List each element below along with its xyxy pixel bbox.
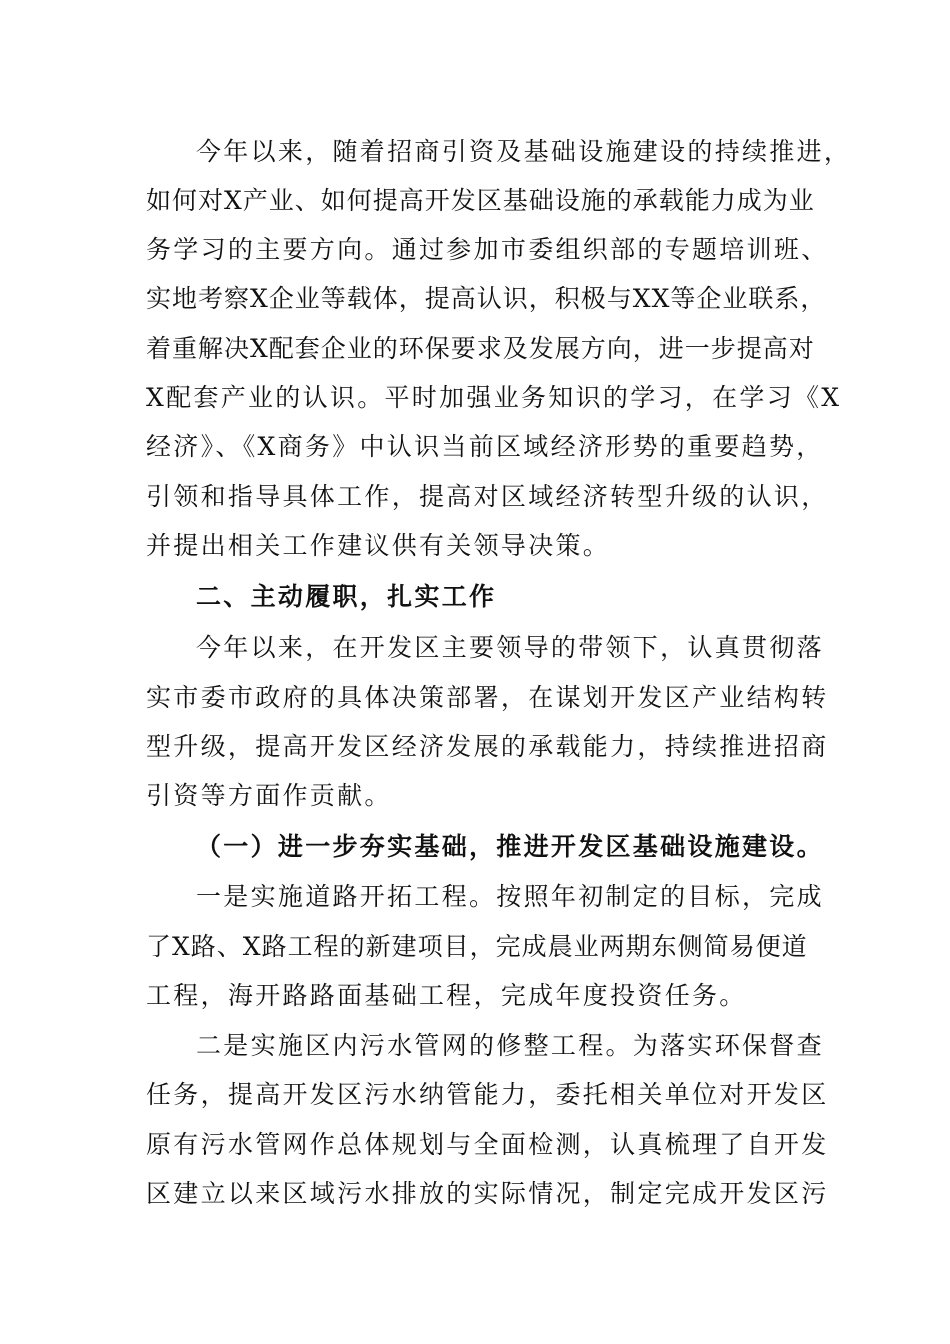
paragraph-line: 型升级，提高开发区经济发展的承载能力，持续推进招商 [146,732,829,761]
paragraph-line: 今年以来，在开发区主要领导的带领下，认真贯彻落 [196,633,824,662]
paragraph-line: 实市委市政府的具体决策部署，在谋划开发区产业结构转 [146,683,829,712]
paragraph-line: 引领和指导具体工作，提高对区域经济转型升级的认识， [146,482,829,511]
section-heading: 二、主动履职，扎实工作 [196,582,497,611]
paragraph-line: 经济》、《X商务》中认识当前区域经济形势的重要趋势， [146,432,824,461]
paragraph-line: 务学习的主要方向。通过参加市委组织部的专题培训班、 [146,235,829,264]
paragraph-line: 原有污水管网作总体规划与全面检测，认真梳理了自开发 [146,1130,829,1159]
paragraph-line: 工程，海开路路面基础工程，完成年度投资任务。 [146,981,747,1010]
paragraph-line: X配套产业的认识。平时加强业务知识的学习，在学习《X [146,383,842,412]
paragraph-line: 今年以来，随着招商引资及基础设施建设的持续推进， [196,137,852,166]
paragraph-line: 二是实施区内污水管网的修整工程。为落实环保督查 [196,1031,824,1060]
paragraph-line: 任务，提高开发区污水纳管能力，委托相关单位对开发区 [146,1080,829,1109]
paragraph-line: 引资等方面作贡献。 [146,781,392,810]
paragraph-line: 着重解决X配套企业的环保要求及发展方向，进一步提高对 [146,334,815,363]
subsection-heading: （一）进一步夯实基础，推进开发区基础设施建设。 [196,832,824,861]
paragraph-line: 了X路、X路工程的新建项目，完成晨业两期东侧简易便道 [146,932,808,961]
paragraph-line: 实地考察X企业等载体，提高认识，积极与XX等企业联系， [146,284,827,313]
paragraph-line: 区建立以来区域污水排放的实际情况，制定完成开发区污 [146,1179,829,1208]
paragraph-line: 并提出相关工作建议供有关领导决策。 [146,531,611,560]
paragraph-line: 一是实施道路开拓工程。按照年初制定的目标，完成 [196,882,824,911]
paragraph-line: 如何对X产业、如何提高开发区基础设施的承载能力成为业 [146,186,815,215]
